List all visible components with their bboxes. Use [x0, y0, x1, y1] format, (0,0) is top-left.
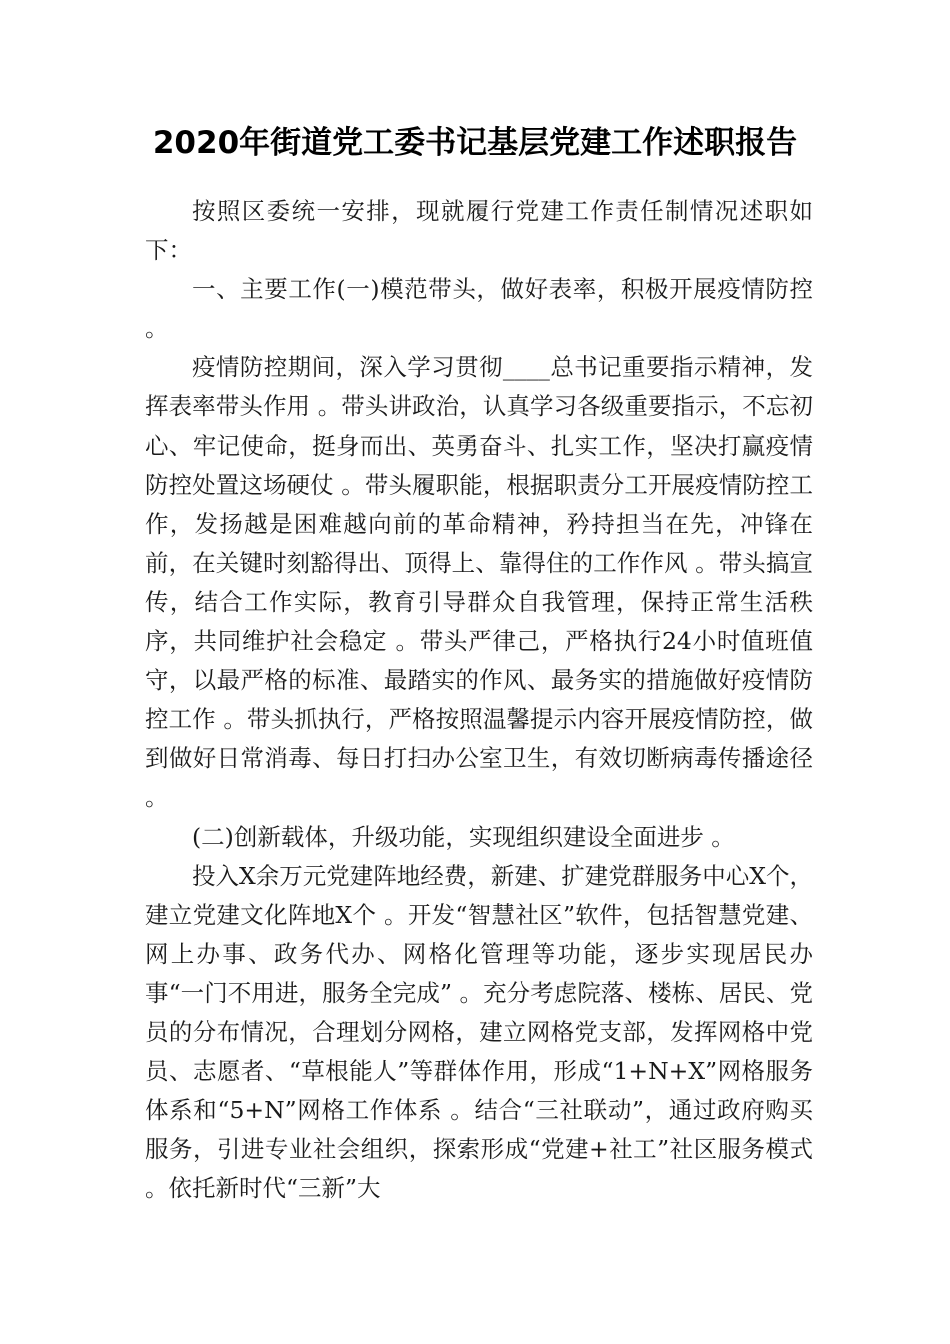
document-title: 2020年街道党工委书记基层党建工作述职报告 — [152, 125, 798, 161]
paragraph-epidemic-control: 疫情防控期间，深入学习贯彻____总书记重要指示精神，发挥表率带头作用 。带头讲政治，认真学习各级重要指示，不忘初心、牢记使命，挺身而出、英勇奋斗、扎实工作，坚决打赢疫情防控处置这场硬仗 。带头履职能，根据职责分工开展疫情防控工作，发扬越是困难越向前的革命精神，矜持担当在先，冲锋在前，在关键时刻豁得出、顶得上、靠得住的工作作风 。带头搞宣传，结合工作实际，教育引导群众自我管理，保持正常生活秩序，共同维护社会稳定 。带头严律己，严格执行24小时值班值守，以最严格的标准、最踏实的作风、最务实的措施做好疫情防控工作 。带头抓执行，严格按照温馨提示内容开展疫情防控，做到做好日常消毒、每日打扫办公室卫生，有效切断病毒传播途径 。 — [145, 353, 813, 812]
paragraph-subsection-heading: (二)创新载体，升级功能，实现组织建设全面进步 。 — [192, 822, 735, 851]
paragraph-organization-building: 投入X余万元党建阵地经费，新建、扩建党群服务中心X个，建立党建文化阵地X个 。开发“智慧社区”软件，包括智慧党建、网上办事、政务代办、网格化管理等功能，逐步实现居民办事“一门不用进，服务全完成” 。充分考虑院落、楼栋、居民、党员的分布情况，合理划分网格，建立网格党支部，发挥网格中党员、志愿者、“草根能人”等群体作用，形成“1+N+X”网格服务体系和“5+N”网格工作体系 。结合“三社联动”，通过政府购买服务，引进专业社会组织，探索形成“党建+社工”社区服务模式 。依托新时代“三新”大 — [145, 861, 813, 1203]
document-body — [145, 192, 813, 1208]
paragraph-intro: 按照区委统一安排，现就履行党建工作责任制情况述职如下： — [145, 197, 813, 265]
paragraph-section-heading: 一、主要工作(一)模范带头，做好表率，积极开展疫情防控 。 — [145, 275, 813, 343]
